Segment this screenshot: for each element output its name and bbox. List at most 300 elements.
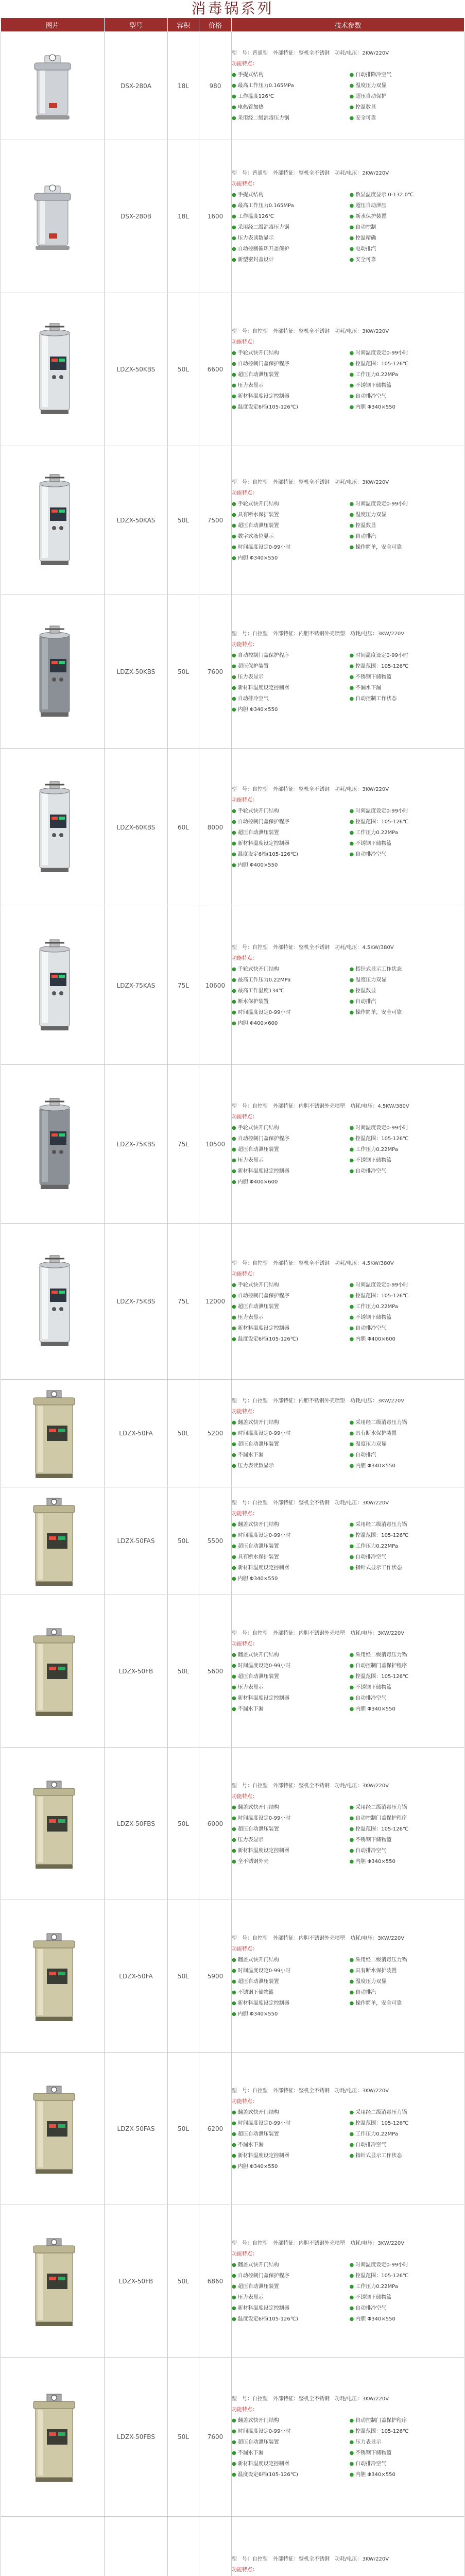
feature-item [350, 975, 464, 986]
feature-item [350, 255, 464, 265]
product-image [1, 2358, 105, 2517]
feature-text: 内胆 Φ340×550 [355, 404, 395, 410]
price-value-cell [199, 2517, 232, 2576]
table-body [1, 32, 464, 2576]
bullet-icon: ● [349, 2294, 354, 2300]
feature-item [350, 402, 464, 413]
model-number: LDZX-50FA [119, 1430, 153, 1437]
feature-item [350, 1704, 464, 1715]
feature-text: 内胆 Φ340×550 [237, 2163, 278, 2170]
bullet-icon: ● [232, 1157, 236, 1163]
volume-value-cell [168, 2358, 199, 2517]
table-row [1, 906, 464, 1065]
feature-text: 翻盖式快开门结构 [237, 1652, 279, 1658]
feature-item [350, 1166, 464, 1177]
feature-item [350, 849, 464, 860]
bullet-icon: ● [349, 2461, 354, 2467]
feature-text: 指针式显示工作状态 [355, 966, 402, 972]
bullet-icon: ● [232, 94, 236, 99]
feature-text: 自动控制门盖保护程序 [237, 819, 289, 825]
spec-cell [232, 32, 464, 140]
bullet-icon: ● [349, 663, 354, 669]
feature-list [232, 70, 464, 124]
feature-text: 工作压力0.22MPa [355, 829, 398, 836]
feature-list [232, 1123, 464, 1188]
feature-text: 自动控制工作状态 [355, 696, 397, 702]
bullet-icon: ● [232, 1304, 236, 1310]
bullet-icon: ● [232, 2439, 236, 2445]
bullet-icon: ● [232, 1706, 236, 1712]
feature-text: 控温精确 [355, 235, 376, 241]
feature-item [232, 1693, 347, 1704]
spec-cell [232, 2358, 464, 2517]
volume-value: 18L [178, 82, 189, 90]
model-number: DSX-280B [120, 213, 151, 220]
model-number-cell [105, 1900, 168, 2053]
volume-value-cell [168, 1380, 199, 1487]
bullet-icon: ● [232, 2472, 236, 2478]
spec-cell [232, 1065, 464, 1224]
feature-item [350, 1291, 464, 1301]
feature-item [232, 1007, 347, 1018]
spec-cell [232, 2053, 464, 2205]
bullet-icon: ● [349, 213, 354, 219]
bullet-icon: ● [232, 696, 236, 702]
volume-value-cell [168, 2205, 199, 2358]
bullet-icon: ● [232, 685, 236, 691]
bullet-icon: ● [349, 1009, 354, 1015]
feature-item [232, 849, 347, 860]
feature-text: 自动控制门盖保护程序 [355, 2418, 407, 2424]
feature-item [350, 1530, 464, 1541]
feature-item [350, 222, 464, 233]
feature-text: 超压自动泄压装置 [237, 372, 279, 378]
bullet-icon: ● [232, 361, 236, 367]
feature-item [232, 1439, 347, 1450]
feature-text: 压力表显示 [237, 674, 264, 680]
feature-text: 内胆 Φ400×600 [237, 1020, 278, 1026]
feature-text: 超压自动泄压装置 [237, 1146, 279, 1153]
bullet-icon: ● [349, 1326, 354, 1331]
model-number: LDZX-60KBS [116, 823, 156, 831]
model-number: LDZX-50FBS [117, 2433, 155, 2441]
bullet-icon: ● [232, 534, 236, 539]
feature-item [350, 1965, 464, 1976]
bullet-icon: ● [232, 2163, 236, 2170]
feature-item [232, 996, 347, 1007]
feature-item [350, 2459, 464, 2469]
feature-item [232, 1552, 347, 1563]
feature-text: 自动控制门盖保护程序 [237, 1293, 289, 1299]
feature-item [350, 827, 464, 838]
bullet-icon: ● [349, 1978, 354, 1985]
spec-summary: 型 号：自控型 外部特征：整机全不锈钢 功耗/电压：3KW/220V [232, 329, 389, 334]
volume-value-cell [168, 1595, 199, 1748]
feature-text: 压力表显示 [237, 1837, 264, 1843]
feature-text: 翻盖式快开门结构 [237, 2109, 279, 2115]
bullet-icon: ● [232, 1441, 236, 1447]
feature-text: 最高工作压力0.165MPa [237, 202, 294, 209]
feature-list [232, 964, 464, 1029]
price-value-cell [199, 595, 232, 749]
bullet-icon: ● [349, 652, 354, 658]
bullet-icon: ● [349, 512, 354, 518]
table-header-row [1, 18, 464, 32]
model-number: LDZX-50KAS [116, 517, 156, 524]
feature-text: 采用经二级消毒压力锅 [355, 1522, 407, 1528]
feature-text: 翻盖式快开门结构 [237, 1522, 279, 1528]
feature-text: 压力表显示 [237, 1157, 264, 1163]
bullet-icon: ● [232, 2273, 236, 2279]
feature-item [232, 2118, 347, 2129]
bullet-icon: ● [232, 1463, 236, 1469]
volume-value: 75L [178, 1140, 189, 1148]
bullet-icon: ● [349, 202, 354, 209]
feature-item [350, 499, 464, 510]
feature-text: 自动排冷空气 [355, 2142, 387, 2148]
feature-item [232, 975, 347, 986]
feature-text: 操作简单，安全可靠 [355, 2000, 402, 2006]
feature-item [350, 2118, 464, 2129]
feature-item [232, 1573, 347, 1584]
feature-item [232, 1802, 347, 1813]
feature-text: 超压自动泄压装置 [237, 2131, 279, 2137]
feature-item [232, 2437, 347, 2448]
price-value-cell [199, 749, 232, 906]
bullet-icon: ● [232, 2000, 236, 2006]
spec-summary: 型 号：自控型 外部特征：整机全不锈钢 功耗/电压：3KW/220V [232, 786, 389, 792]
bullet-icon: ● [349, 998, 354, 1005]
feature-item [232, 113, 347, 124]
feature-text: 工作压力0.22MPa [355, 2131, 398, 2137]
feature-item [350, 1144, 464, 1155]
bullet-icon: ● [232, 1565, 236, 1571]
bullet-icon: ● [232, 988, 236, 994]
feature-item [350, 1334, 464, 1345]
feature-item [232, 986, 347, 996]
feature-item [232, 1123, 347, 1133]
feature-item [232, 1428, 347, 1439]
feature-item [350, 661, 464, 672]
bullet-icon: ● [232, 2142, 236, 2148]
bullet-icon: ● [232, 192, 236, 198]
feature-text: 手轮式快开门结构 [237, 966, 279, 972]
bullet-icon: ● [349, 1815, 354, 1821]
feature-text: 具有断水保护装置 [355, 1430, 397, 1436]
product-image [1, 906, 105, 1065]
price-value: 7600 [207, 2433, 223, 2441]
bullet-icon: ● [232, 1652, 236, 1658]
bullet-icon: ● [349, 988, 354, 994]
feature-item [350, 369, 464, 380]
feature-text: 采用经二级消毒压力锅 [355, 2109, 407, 2115]
feature-item [232, 2469, 347, 2480]
feature-item [350, 806, 464, 817]
feature-heading: 功能特点： [232, 2251, 257, 2257]
spec-cell [232, 595, 464, 749]
bullet-icon: ● [232, 1168, 236, 1174]
feature-text: 超压自动泄压装置 [237, 1978, 279, 1985]
price-value: 5200 [207, 1430, 223, 1437]
feature-item [232, 1334, 347, 1345]
feature-text: 温度设定6档(105-126℃) [237, 2316, 298, 2322]
feature-list [232, 2415, 464, 2480]
bullet-icon: ● [349, 2120, 354, 2126]
spec-cell [232, 749, 464, 906]
feature-item [232, 683, 347, 693]
feature-list [232, 2107, 464, 2172]
feature-text: 新材料温度设定控制器 [237, 394, 289, 399]
feature-text: 不锈钢下储物篮 [355, 2294, 392, 2300]
bullet-icon: ● [349, 2262, 354, 2268]
model-number-cell [105, 2053, 168, 2205]
product-image [1, 1748, 105, 1900]
bullet-icon: ● [349, 674, 354, 680]
bullet-icon: ● [349, 1544, 354, 1549]
feature-text: 新材料温度设定控制器 [237, 1565, 289, 1571]
feature-item [350, 986, 464, 996]
feature-text: 控温范围：105-126℃ [355, 2120, 409, 2126]
feature-item [232, 2292, 347, 2303]
bullet-icon: ● [232, 2153, 236, 2159]
page-title: 消毒锅系列 [191, 0, 274, 17]
feature-heading: 功能特点： [232, 340, 257, 345]
bullet-icon: ● [349, 2316, 354, 2322]
feature-item [232, 650, 347, 661]
bullet-icon: ● [349, 72, 354, 78]
bullet-icon: ● [349, 2131, 354, 2137]
feature-text: 时间温度设定0-99小时 [355, 2262, 408, 2268]
feature-text: 压力表显示 [237, 2294, 264, 2300]
bullet-icon: ● [349, 1957, 354, 1963]
bullet-icon: ● [232, 1533, 236, 1538]
feature-text: 内胆 Φ400×600 [237, 1179, 278, 1185]
spec-cell [232, 2205, 464, 2358]
bullet-icon: ● [232, 1957, 236, 1963]
price-value-cell [199, 293, 232, 446]
price-value: 10600 [205, 981, 226, 989]
volume-value-cell [168, 1900, 199, 2053]
bullet-icon: ● [232, 2262, 236, 2268]
feature-text: 手轮式快开门结构 [237, 1282, 279, 1288]
bullet-icon: ● [349, 1168, 354, 1174]
bullet-icon: ● [232, 501, 236, 507]
feature-text: 最高工作压力0.165MPa [237, 83, 294, 89]
feature-item [350, 1007, 464, 1018]
price-value: 6000 [207, 1820, 223, 1827]
feature-item [350, 1998, 464, 2009]
feature-text: 内胆 Φ340×550 [355, 2472, 395, 2478]
feature-item [232, 672, 347, 683]
bullet-icon: ● [232, 1179, 236, 1185]
feature-item [350, 683, 464, 693]
feature-item [232, 817, 347, 827]
feature-text: 工作压力0.22MPa [355, 1544, 398, 1549]
feature-item [232, 693, 347, 704]
bullet-icon: ● [232, 2461, 236, 2467]
feature-text: 控温范围：105-126℃ [355, 2273, 409, 2279]
feature-text: 压力表显示 [355, 2439, 382, 2445]
bullet-icon: ● [232, 83, 236, 89]
product-image [1, 749, 105, 906]
feature-text: 采用经二级消毒压力锅 [355, 1419, 407, 1426]
bullet-icon: ● [232, 2305, 236, 2311]
feature-text: 超压自动泄压 [355, 202, 387, 209]
feature-item [350, 1563, 464, 1573]
table-row [1, 749, 464, 906]
bullet-icon: ● [349, 105, 354, 110]
feature-heading: 功能特点： [232, 2407, 257, 2413]
feature-text: 超压自动泄压装置 [237, 523, 279, 529]
feature-heading: 功能特点： [232, 61, 257, 67]
feature-item [232, 2281, 347, 2292]
feature-item [232, 1541, 347, 1552]
feature-text: 时间温度设定0-99小时 [237, 545, 291, 550]
bullet-icon: ● [349, 819, 354, 825]
feature-item [232, 2314, 347, 2325]
feature-item [232, 1519, 347, 1530]
feature-text: 不锈钢下储物篮 [237, 1989, 274, 1995]
feature-item [232, 391, 347, 402]
feature-item [350, 1323, 464, 1334]
price-value: 8000 [207, 823, 223, 831]
feature-item [350, 1133, 464, 1144]
column-header-price: 价格 [199, 18, 232, 32]
feature-item [350, 2314, 464, 2325]
feature-item [350, 1155, 464, 1166]
feature-text: 工作温度126℃ [237, 213, 274, 219]
bullet-icon: ● [349, 966, 354, 972]
feature-item [232, 211, 347, 222]
feature-text: 手提式结构 [237, 72, 264, 78]
volume-value: 50L [178, 366, 189, 373]
volume-value-cell [168, 749, 199, 906]
feature-item [350, 520, 464, 531]
feature-text: 自动控制循环开盖保护 [237, 246, 289, 252]
feature-text: 超压自动泄压装置 [237, 829, 279, 836]
bullet-icon: ● [349, 2305, 354, 2311]
feature-text: 时间温度设定0-99小时 [355, 808, 408, 814]
feature-text: 内胆 Φ400×600 [355, 1336, 395, 1342]
feature-text: 内胆 Φ340×550 [355, 2316, 395, 2322]
feature-text: 不漏水下漏 [237, 2142, 264, 2148]
feature-item [232, 661, 347, 672]
bullet-icon: ● [232, 2011, 236, 2017]
feature-heading: 功能特点： [232, 1641, 257, 1647]
spec-cell [232, 906, 464, 1065]
feature-text: 操作简单，安全可靠 [355, 1009, 402, 1015]
bullet-icon: ● [232, 1282, 236, 1288]
volume-value: 50L [178, 2277, 189, 2285]
product-image [1, 446, 105, 595]
model-number-cell [105, 1487, 168, 1595]
feature-text: 自动排冷空气 [355, 2305, 387, 2311]
feature-item [232, 964, 347, 975]
feature-item [232, 806, 347, 817]
feature-text: 不锈钢下储物篮 [355, 840, 392, 846]
bullet-icon: ● [232, 202, 236, 209]
product-image [1, 595, 105, 749]
feature-text: 自动控制 [355, 224, 376, 230]
bullet-icon: ● [349, 1837, 354, 1843]
feature-heading: 功能特点： [232, 1793, 257, 1800]
feature-text: 采用经二级消毒压力锅 [355, 1957, 407, 1963]
bullet-icon: ● [232, 1968, 236, 1974]
feature-text: 指针式显示工作状态 [355, 2153, 402, 2159]
feature-text: 不漏水下漏 [237, 1452, 264, 1458]
feature-list [232, 1417, 464, 1471]
feature-text: 工作压力0.22MPa [355, 1146, 398, 1153]
feature-text: 断水保护装置 [355, 213, 387, 219]
feature-item [232, 200, 347, 211]
bullet-icon: ● [349, 1706, 354, 1712]
bullet-icon: ● [349, 1522, 354, 1528]
feature-list [232, 1519, 464, 1584]
feature-text: 控温范围：105-126℃ [355, 819, 409, 825]
feature-item [232, 91, 347, 102]
bullet-icon: ● [232, 1554, 236, 1560]
feature-text: 控温范围：105-126℃ [355, 1136, 409, 1142]
feature-text: 温度设定6档(105-126℃) [237, 404, 298, 410]
model-number: LDZX-50FA [119, 1972, 153, 1980]
spec-cell [232, 1487, 464, 1595]
model-number-cell [105, 1748, 168, 1900]
feature-text: 新材料温度设定控制器 [237, 2461, 289, 2467]
feature-item [232, 1660, 347, 1671]
feature-item [232, 190, 347, 200]
feature-item [350, 244, 464, 255]
feature-item [232, 1835, 347, 1845]
feature-item [350, 1693, 464, 1704]
bullet-icon: ● [349, 246, 354, 252]
feature-text: 控温范围：105-126℃ [355, 2429, 409, 2434]
feature-text: 工作压力0.22MPa [355, 2283, 398, 2290]
bullet-icon: ● [232, 851, 236, 857]
bullet-icon: ● [349, 1282, 354, 1288]
feature-item [350, 1682, 464, 1693]
feature-item [350, 838, 464, 849]
feature-item [350, 964, 464, 975]
feature-text: 工作压力0.22MPa [355, 372, 398, 378]
feature-text: 自动排汽 [355, 1989, 376, 1995]
bullet-icon: ● [232, 2429, 236, 2434]
spec-summary: 型 号：自控型 外部特征：内胆不锈钢外壳喷塑 功耗/电压：3KW/220V [232, 1630, 405, 1636]
volume-value: 60L [178, 823, 189, 831]
bullet-icon: ● [349, 115, 354, 121]
bullet-icon: ● [349, 1463, 354, 1469]
bullet-icon: ● [349, 1673, 354, 1680]
volume-value-cell [168, 140, 199, 293]
bullet-icon: ● [349, 808, 354, 814]
bullet-icon: ● [232, 1009, 236, 1015]
feature-item [232, 1144, 347, 1155]
product-image [1, 32, 105, 140]
feature-text: 翻盖式快开门结构 [237, 2262, 279, 2268]
feature-item [350, 102, 464, 113]
feature-item [350, 2448, 464, 2459]
feature-text: 新型密封盖设计 [237, 257, 274, 263]
feature-text: 自动控制门盖保护程序 [237, 652, 289, 658]
model-number-cell [105, 2358, 168, 2517]
feature-item [350, 1280, 464, 1291]
feature-item [350, 1541, 464, 1552]
bullet-icon: ● [349, 1968, 354, 1974]
feature-item [232, 1955, 347, 1965]
spec-summary: 型 号：自控型 外部特征：内胆不锈钢外壳喷塑 功耗/电压：3KW/220V [232, 631, 405, 637]
feature-item [350, 2415, 464, 2426]
bullet-icon: ● [232, 1146, 236, 1153]
bullet-icon: ● [232, 1336, 236, 1342]
